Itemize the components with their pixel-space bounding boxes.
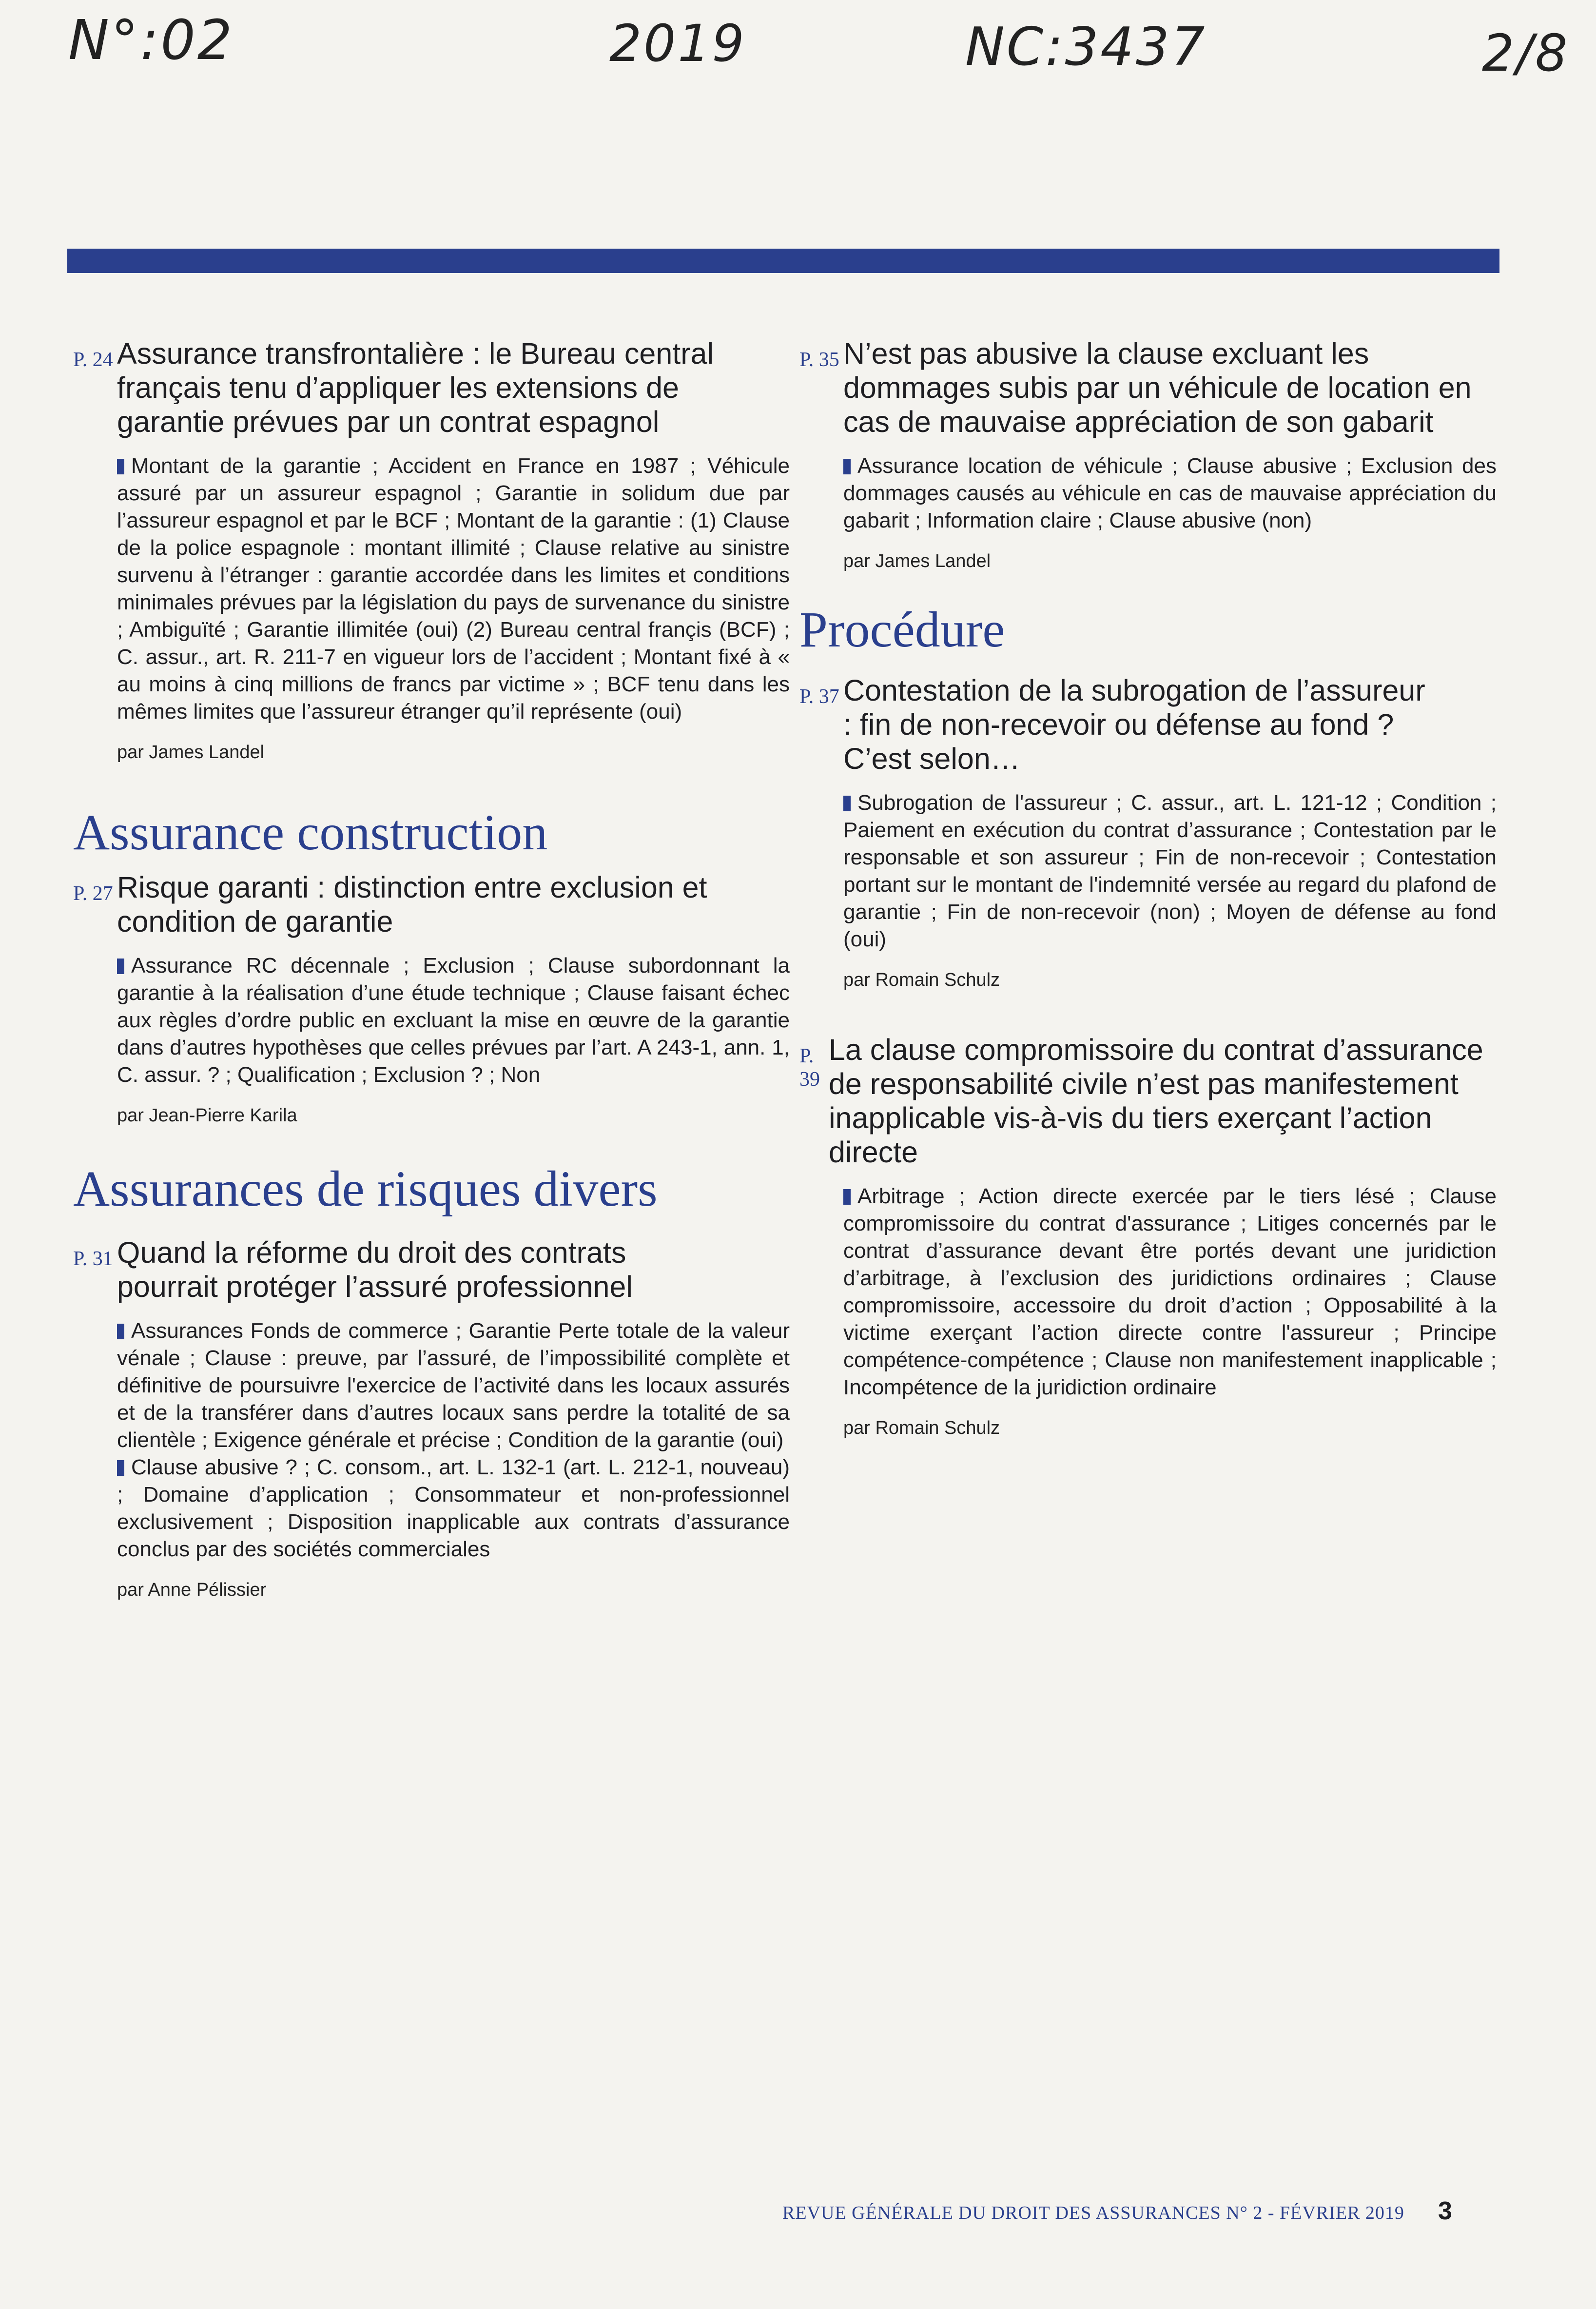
- handwritten-reference: NC:3437: [965, 17, 1207, 78]
- bullet-square-icon: [843, 1189, 851, 1205]
- entry-title: Risque garanti : distinction entre exclusion et condition de garantie: [117, 871, 707, 938]
- journal-footer: REVUE GÉNÉRALE DU DROIT DES ASSURANCES N° 2 - FÉVRIER 2019: [782, 2203, 1404, 2223]
- handwritten-year: 2019: [609, 14, 746, 73]
- page-number: 3: [1438, 2197, 1452, 2225]
- entry-p37: [799, 673, 1497, 991]
- bullet-square-icon: [843, 796, 851, 811]
- entry-p24: [73, 336, 790, 763]
- entry-keywords: Assurance location de véhicule ; Clause abusive ; Exclusion des dommages causés au véhicule en cas de mauvaise appréciation du gabarit ; Information claire ; Clause abusive (non): [843, 454, 1497, 532]
- bullet-square-icon: [117, 459, 124, 474]
- entry-p31: [73, 1235, 790, 1601]
- entry-title: N’est pas abusive la clause excluant les dommages subis par un véhicule de location en cas de mauvaise appréciation de son gabarit: [843, 337, 1472, 438]
- right-column: [799, 336, 1497, 1439]
- page-ref: P. 35: [799, 349, 839, 371]
- page-ref: P. 27: [73, 882, 113, 905]
- entry-p35: [799, 336, 1497, 572]
- entry-title: Assurance transfrontalière : le Bureau central français tenu d’appliquer les extensions de garantie prévues par un contrat espagnol: [117, 337, 714, 438]
- handwritten-number: N°:02: [68, 9, 234, 72]
- header-rule: [67, 249, 1499, 273]
- entry-title: La clause compromissoire du contrat d’assurance de responsabilité civile n’est pas manifestement inapplicable vis-à-vis du tiers exerçant l’action directe: [829, 1033, 1483, 1169]
- entry-keywords: Montant de la garantie ; Accident en France en 1987 ; Véhicule assuré par un assureur espagnol ; Garantie in solidum due par l’assureur espagnol et par le BCF ; Montant de la garantie : (1) Clause de la police espagnole : montant illimité ; Clause relative au sinistre survenu à l’étranger : garantie accordée dans les limites et conditions minimales prévues par la législation du pays de survenance du sinistre ; Ambiguïté ; Garantie illimitée (oui) (2) Bureau central françis (BCF) ; C. assur., art. R. 211-7 en vigueur lors de l’accident ; Montant fixé à « au moins à cinq millions de francs par victime » ; BCF tenu dans les mêmes limites que l’assureur étranger qu’il représente (oui): [117, 454, 790, 724]
- bullet-square-icon: [843, 459, 851, 474]
- section-heading-risques-divers: Assurances de risques divers: [73, 1161, 658, 1217]
- handwritten-page: 2/8: [1482, 23, 1570, 83]
- section-heading-procedure: Procédure: [799, 602, 1005, 658]
- entry-title: Contestation de la subrogation de l’assureur : fin de non-recevoir ou défense au fond ? C’est selon…: [843, 674, 1425, 775]
- left-column: [73, 336, 790, 1601]
- entry-p39: [799, 1033, 1497, 1439]
- bullet-square-icon: [117, 1324, 124, 1339]
- page-ref: P. 39: [799, 1045, 820, 1091]
- page-ref: P. 31: [73, 1248, 113, 1270]
- entry-keywords: Subrogation de l'assureur ; C. assur., art. L. 121-12 ; Condition ; Paiement en exécution du contrat d’assurance ; Contestation par le responsable et son assureur ; Fin de non-recevoir ; Contestation portant sur le montant de l'indemnité versée au regard du plafond de garantie ; Fin de non-recevoir (non) ; Moyen de défense au fond (oui): [843, 791, 1497, 951]
- entry-author: par Romain Schulz: [843, 1418, 1000, 1438]
- entry-title: Quand la réforme du droit des contrats pourrait protéger l’assuré professionnel: [117, 1236, 633, 1303]
- entry-author: par James Landel: [117, 742, 265, 763]
- entry-keywords: Assurance RC décennale ; Exclusion ; Clause subordonnant la garantie à la réalisation d’une étude technique ; Clause faisant échec aux règles d’ordre public en excluant la mise en œuvre de la garantie dans d’autres hypothèses que celles prévues par l’art. A 243-1, ann. 1, C. assur. ? ; Qualification ; Exclusion ? ; Non: [117, 954, 790, 1087]
- entry-author: par James Landel: [843, 551, 991, 571]
- bullet-square-icon: [117, 1460, 124, 1476]
- entry-p27: [73, 870, 790, 1126]
- page-ref: P. 37: [799, 685, 839, 708]
- entry-author: par Jean-Pierre Karila: [117, 1105, 297, 1126]
- section-heading-construction: Assurance construction: [73, 804, 548, 861]
- entry-author: par Romain Schulz: [843, 970, 1000, 990]
- entry-author: par Anne Pélissier: [117, 1580, 267, 1600]
- bullet-square-icon: [117, 959, 124, 974]
- page-ref: P. 24: [73, 349, 113, 371]
- entry-keywords: Arbitrage ; Action directe exercée par le tiers lésé ; Clause compromissoire du contrat d'assurance ; Litiges concernés par le contrat d’assurance devant être portés devant une juridiction d’arbitrage, à l’exclusion des juridictions ordinaires ; Clause compromissoire, accessoire du droit d’action ; Opposabilité à la victime exerçant l’action directe contre l'assureur ; Principe compétence-compétence ; Clause non manifestement inapplicable ; Incompétence de la juridiction ordinaire: [843, 1184, 1497, 1399]
- entry-keywords: Assurances Fonds de commerce ; Garantie Perte totale de la valeur vénale ; Clause : preuve, par l’assuré, de l’impossibilité complète et définitive de poursuivre l'exercice de l’activité dans les locaux assurés et de la transférer dans d’autres locaux sans perdre la totalité de sa clientèle ; Exigence générale et précise ; Condition de la garantie (oui) Clause abusive ? ; C. consom., art. L. 132-1 (art. L. 212-1, nouveau) ; Domaine d’application ; Consommateur et non-professionnel exclusivement ; Disposition inapplicable aux contrats d’assurance conclus par des sociétés commerciales: [117, 1319, 790, 1561]
